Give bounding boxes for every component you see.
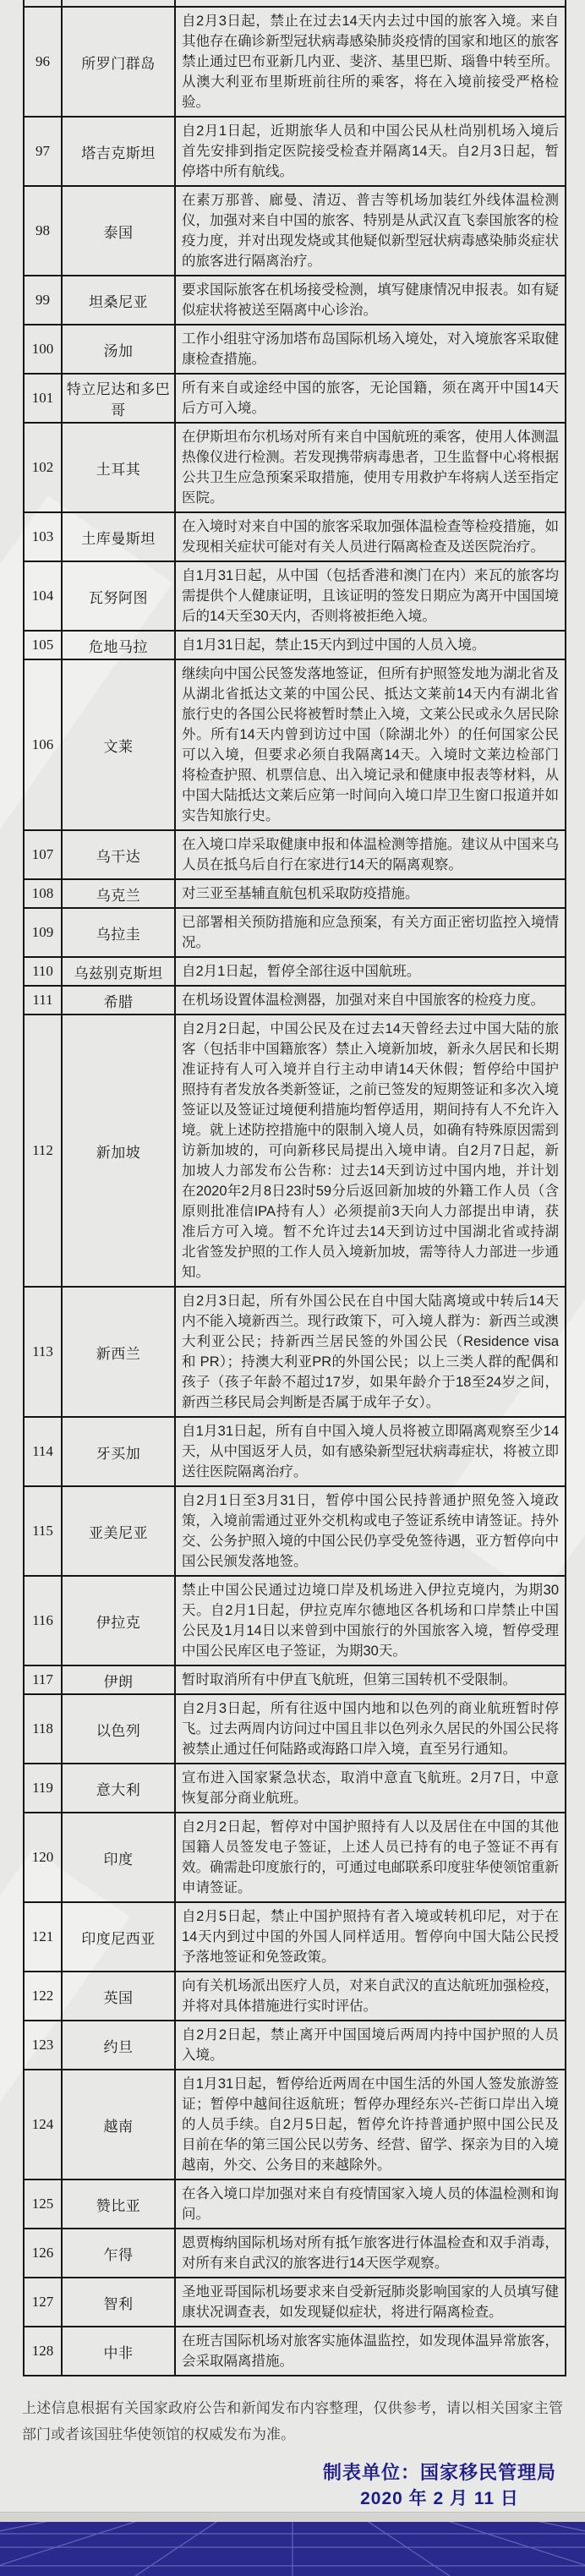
country-name: 约旦 [62,2021,175,2070]
restriction-measure: 继续向中国公民签发落地签证，但所有护照签发地为湖北省及从湖北省抵达文莱的中国公民、抵达文莱前14天内有湖北省旅行史的各国公民将被暂时禁止入境，文莱公民或永久居民除外。所有14天内曾到访过中国（除湖北外）的任何国家公民可以入境，但要求必须自我隔离14天。入境时文莱边检部门将检查护照、机票信息、出入境记录和健康申报表等材料，从中国大陆抵达文莱后应第一时间向入境口岸卫生窗口报道并如实告知旅行史。 [175,659,566,830]
row-number: 117 [24,1665,62,1694]
row-number: 127 [24,2278,62,2327]
row-number: 98 [24,186,62,276]
restriction-measure: 自2月1日至3月31日，暂停中国公民持普通护照免签入境政策，入境前需通过亚外交机构或电子签证系统申请签证。持外交、公务护照入境的中国公民仍享受免签待遇，亚方暂停向中国公民颁发落地签。 [175,1486,566,1576]
country-name: 新西兰 [62,1287,175,1417]
restriction-measure: 自1月31日起，暂停给近两周在中国生活的外国人签发旅游签证；暂停中越间往返航班；暂停办理经东兴-芒街口岸出入境的人员手续。自2月5日起，暂停允许持普通护照中国公民及目前在华的第三国公民以劳务、经营、留学、探亲为目的入境越南，外交、公务目的来越除外。 [175,2070,566,2179]
country-name: 智利 [62,2278,175,2327]
country-name: 希腊 [62,986,175,1015]
footer-graphic-area [0,2512,585,2576]
restriction-measure: 在入境口岸采取健康申报和体温检测等措施。建议从中国来乌人员在抵乌后自行在家进行14天的隔离观察。 [175,830,566,879]
grid-floor-graphic [0,2522,585,2576]
restriction-measure: 禁止中国公民通过边境口岸及机场进入伊拉克境内，为期30天。自2月1日起，伊拉克库尔德地区各机场和口岸禁止中国公民及1月14日以来曾到中国旅行的外国旅客入境，暂停受理中国公民库区电子签证，为期30天。 [175,1576,566,1665]
restriction-measure: 自2月1日起，暂停全部往返中国航班。 [175,957,566,986]
row-number: 115 [24,1486,62,1576]
row-number: 99 [24,276,62,325]
country-name: 危地马拉 [62,631,175,659]
country-row [24,2229,566,2278]
country-row [24,1576,566,1665]
row-number: 114 [24,1417,62,1486]
restriction-measure: 自2月3日起，禁止在过去14天内去过中国的旅客入境。来自其他存在确诊新型冠状病毒感染肺炎疫情的国家和地区的旅客禁止通过巴布亚新几内亚、斐济、基里巴斯、瑙鲁中转至所。从澳大利亚布里斯班前往所的乘客，将在入境前接受严格检验。 [175,7,566,117]
restriction-measure: 自2月2日起，暂停对中国护照持有人以及居住在中国的其他国籍人员签发电子签证，上述人员已持有的电子签证不再有效。确需赴印度旅行的，可通过电邮联系印度驻华使领馆重新申请签证。 [175,1813,566,1902]
row-number: 120 [24,1813,62,1902]
country-name: 牙买加 [62,1417,175,1486]
country-row [24,186,566,276]
row-number: 122 [24,1972,62,2021]
country-row [24,512,566,561]
restriction-measure: 在班吉国际机场对旅客实施体温监控，如发现体温异常旅客，会采取隔离措施。 [175,2327,566,2376]
country-name: 伊拉克 [62,1576,175,1665]
restriction-measure: 自2月2日起，中国公民及在过去14天曾经去过中国大陆的旅客（包括非中国籍旅客）禁止入境新加坡，新永久居民和长期准证持有人可入境并自行主动申请14天休假；暂停给中国护照持有者发放各类新签证，之前已签发的短期签证和多次入境签证以及签证过境便利措施均暂停适用，期间持有人不允许入境。就上述防控措施中的限制入境人员，如确有特殊原因需到访新加坡的，可向新移民局提出入境申请。自2月7日起，新加坡人力部发布公告称：过去14天到访过中国内地，并计划在2020年2月8日23时59分后返回新加坡的外籍工作人员（含原则批准信IPA持有人）必须提前3天向人力部提出申请，获准后方可入境。暂不允许过去14天到访过中国湖北省或持湖北省签发护照的工作人员入境新加坡，需等待人力部进一步通知。 [175,1015,566,1287]
country-row [24,7,566,117]
country-name: 印度 [62,1813,175,1902]
country-name: 印度尼西亚 [62,1902,175,1972]
row-number: 100 [24,325,62,374]
restriction-measure: 已部署相关预防措施和应急预案，有关方面正密切监控入境情况。 [175,908,566,957]
country-name: 亚美尼亚 [62,1486,175,1576]
country-name: 瓦努阿图 [62,561,175,631]
entry-restrictions-table [23,0,566,2376]
issue-date: 2020 年 2 月 11 日 [360,2489,519,2508]
restriction-measure: 宣布进入国家紧急状态，取消中意直飞航班。2月7日，中意恢复部分商业航班。 [175,1764,566,1813]
row-number: 124 [24,2070,62,2179]
restriction-measure: 自2月1日起，近期旅华人员和中国公民从杜尚别机场入境后首先安排到指定医院接受检查并隔离14天。自2月3日起，暂停塔中所有航线。 [175,117,566,186]
country-row [24,1417,566,1486]
row-number: 123 [24,2021,62,2070]
restriction-measure: 暂时取消所有中伊直飞航班，但第三国转机不受限制。 [175,1665,566,1694]
country-row [24,117,566,186]
country-row [24,1287,566,1417]
row-number: 105 [24,631,62,659]
restriction-measure: 自2月5日起，禁止中国护照持有者入境或转机印尼，对于在14天内到过中国的外国人同样适用。暂停向中国大陆公民授予落地签证和免签政策。 [175,1902,566,1972]
row-number: 97 [24,117,62,186]
country-row [24,374,566,423]
country-row [24,1486,566,1576]
issuing-unit: 制表单位：国家移民管理局 [322,2462,556,2483]
row-number: 101 [24,374,62,423]
row-number: 119 [24,1764,62,1813]
floor-shadow-strip [0,2512,585,2522]
cutoff-previous-row [24,0,566,7]
row-number: 107 [24,830,62,879]
country-row [24,1902,566,1972]
row-number: 121 [24,1902,62,1972]
country-row [24,276,566,325]
country-name: 泰国 [62,186,175,276]
country-name: 特立尼达和多巴哥 [62,374,175,423]
country-row [24,2278,566,2327]
restriction-measure: 要求国际旅客在机场接受检测，填写健康情况申报表。如有疑似症状将被送至隔离中心诊治。 [175,276,566,325]
cutoff-cell [24,0,62,7]
country-name: 意大利 [62,1764,175,1813]
row-number: 106 [24,659,62,830]
restriction-measure: 工作小组驻守汤加塔布岛国际机场入境处，对入境旅客采取健康检查措施。 [175,325,566,374]
country-row [24,1694,566,1764]
credit-block [323,2459,556,2512]
cutoff-cell [62,0,175,7]
country-row [24,1813,566,1902]
country-row [24,423,566,512]
country-name: 英国 [62,1972,175,2021]
country-name: 新加坡 [62,1015,175,1287]
row-number: 111 [24,986,62,1015]
restriction-measure: 在入境时对来自中国的旅客采取加强体温检查等检疫措施，如发现相关症状可能对有关人员进行隔离检查及送医院治疗。 [175,512,566,561]
row-number: 102 [24,423,62,512]
table-body [24,0,566,2376]
restriction-measure: 自1月31日起，所有自中国入境人员将被立即隔离观察至少14天，从中国返牙人员，如有感染新型冠状病毒症状，将被立即送往医院隔离治疗。 [175,1417,566,1486]
row-number: 108 [24,879,62,908]
cutoff-cell [175,0,566,7]
country-row [24,631,566,659]
country-row [24,1665,566,1694]
restriction-measure: 在各入境口岸加强对来自有疫情国家入境人员的体温检测和询问。 [175,2179,566,2229]
country-row [24,830,566,879]
country-row [24,986,566,1015]
restriction-measure: 自2月3日起，所有外国公民在自中国大陆离境或中转后14天内不能入境新西兰。现行政策下，可入境人群为：新西兰或澳大利亚公民；持新西兰居民签的外国公民（Residence visa 和 PR）；持澳大利亚PR的外国公民；以上三类人群的配偶和孩子（孩子年龄不超过17岁，如果年龄介于18至24岁之间，新西兰移民局会判断是否属于成年子女）。 [175,1287,566,1417]
country-row [24,2021,566,2070]
country-name: 坦桑尼亚 [62,276,175,325]
country-name: 乌克兰 [62,879,175,908]
country-row [24,908,566,957]
restriction-measure: 所有来自或途经中国的旅客，无论国籍，须在离开中国14天后方可入境。 [175,374,566,423]
country-name: 汤加 [62,325,175,374]
country-name: 赞比亚 [62,2179,175,2229]
row-number: 116 [24,1576,62,1665]
country-row [24,2179,566,2229]
row-number: 125 [24,2179,62,2229]
country-name: 乍得 [62,2229,175,2278]
country-row [24,325,566,374]
disclaimer-note: 上述信息根据有关国家政府公告和新闻发布内容整理，仅供参考，请以相关国家主管部门或者该国驻华使领馆的权威发布为准。 [22,2400,563,2442]
row-number: 118 [24,1694,62,1764]
country-name: 文莱 [62,659,175,830]
country-name: 土耳其 [62,423,175,512]
restriction-measure: 在素万那普、廊曼、清迈、普吉等机场加装红外线体温检测仪，加强对来自中国的旅客、特别是从武汉直飞泰国旅客的检疫力度，并对出现发烧或其他疑似新型冠状病毒感染肺炎症状的旅客进行隔离治疗。 [175,186,566,276]
country-name: 伊朗 [62,1665,175,1694]
row-number: 110 [24,957,62,986]
country-name: 乌兹别克斯坦 [62,957,175,986]
row-number: 113 [24,1287,62,1417]
row-number: 104 [24,561,62,631]
country-row [24,659,566,830]
country-row [24,561,566,631]
restriction-measure: 自1月31日起，从中国（包括香港和澳门在内）来瓦的旅客均需提供个人健康证明，且该证明的签发日期应为离开中国国境后的14天至30天内，否则将被拒绝入境。 [175,561,566,631]
country-name: 乌干达 [62,830,175,879]
restriction-measure: 自2月3日起，所有往返中国内地和以色列的商业航班暂时停飞。过去两周内访问过中国且非以色列永久居民的外国公民将被禁止通过任何陆路或海路口岸入境，直至另行通知。 [175,1694,566,1764]
country-row [24,957,566,986]
country-name: 以色列 [62,1694,175,1764]
row-number: 126 [24,2229,62,2278]
restriction-measure: 对三亚至基辅直航包机采取防疫措施。 [175,879,566,908]
row-number: 112 [24,1015,62,1287]
country-name: 中非 [62,2327,175,2376]
country-row [24,879,566,908]
row-number: 109 [24,908,62,957]
country-name: 塔吉克斯坦 [62,117,175,186]
row-number: 128 [24,2327,62,2376]
restriction-measure: 恩贾梅纳国际机场对所有抵乍旅客进行体温检查和双手消毒，对所有来自武汉的旅客进行14天医学观察。 [175,2229,566,2278]
restriction-measure: 圣地亚哥国际机场要求来自受新冠肺炎影响国家的人员填写健康状况调查表，如发现疑似症状，将进行隔离检查。 [175,2278,566,2327]
country-row [24,1015,566,1287]
country-row [24,1972,566,2021]
country-name: 乌拉圭 [62,908,175,957]
country-row [24,2070,566,2179]
restriction-measure: 在机场设置体温检测器，加强对来自中国旅客的检疫力度。 [175,986,566,1015]
country-name: 越南 [62,2070,175,2179]
restriction-measure: 自2月2日起，禁止离开中国国境后两周内持中国护照的人员入境。 [175,2021,566,2070]
perspective-grid-icon [0,2522,585,2576]
row-number: 96 [24,7,62,117]
restriction-measure: 在伊斯坦布尔机场对所有来自中国航班的乘客，使用人体测温热像仪进行检测。若发现携带病毒患者，卫生监督中心将根据公共卫生应急预案采取措施，使用专用救护车将病人送至指定医院。 [175,423,566,512]
country-row [24,1764,566,1813]
country-name: 土库曼斯坦 [62,512,175,561]
row-number: 103 [24,512,62,561]
country-name: 所罗门群岛 [62,7,175,117]
restriction-measure: 向有关机场派出医疗人员，对来自武汉的直达航班加强检疫，并将对具体措施进行实时评估。 [175,1972,566,2021]
restriction-measure: 自1月31日起，禁止15天内到过中国的人员入境。 [175,631,566,659]
